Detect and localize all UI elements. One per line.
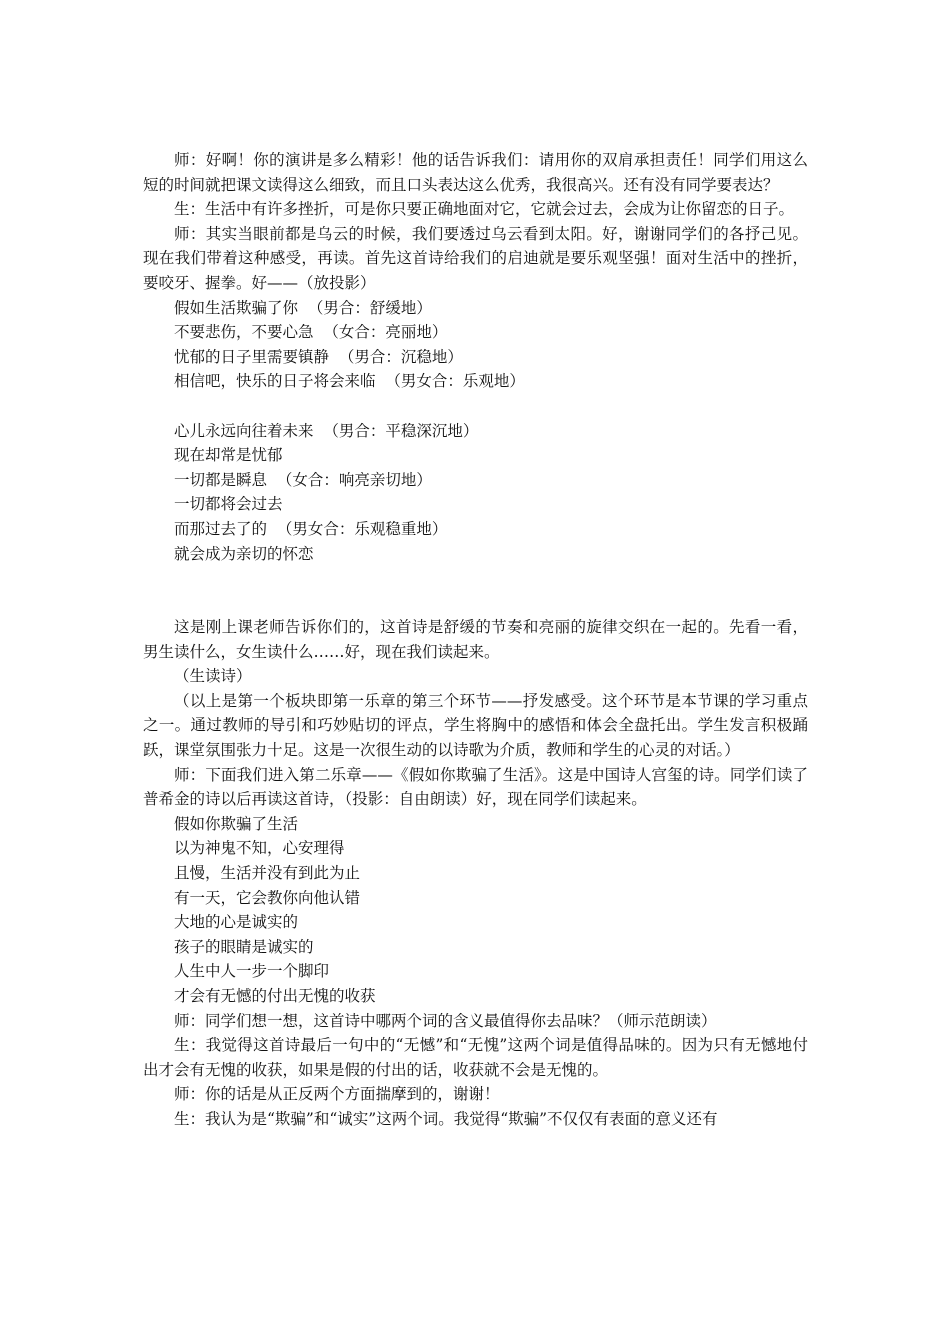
poem-line: 不要悲伤，不要心急 （女合：亮丽地） [174,323,448,342]
paragraph-teacher-intro: 师：其实当眼前都是乌云的时候，我们要透过乌云看到太阳。好，谢谢同学们的各抒己见。现在我们带着这种感受，再读。首先这首诗给我们的启迪就是要乐观坚强！面对生活中的挫折，要咬牙、握拳。好——（放投影） [143,224,808,292]
poem-stanza-1 [143,296,808,394]
poem-line: 心儿永远向往着未来 （男合：平稳深沉地） [174,421,479,440]
paragraph-students-read: （生读诗） [174,667,252,686]
poem-2 [143,812,808,1009]
document-page [143,0,808,1132]
paragraph-reading-guide: 这是刚上课老师告诉你们的，这首诗是舒缓的节奏和亮丽的旋律交织在一起的。先看一看，男生读什么，女生读什么……好，现在我们读起来。 [143,618,808,661]
poem-line: 相信吧，快乐的日子将会来临 （男女合：乐观地） [174,372,525,391]
poem-line: 有一天，它会教你向他认错 [174,888,361,907]
paragraph-student-qipian: 生：我认为是“欺骗”和“诚实”这两个词。我觉得“欺骗”不仅仅有表面的意义还有 [174,1109,718,1128]
poem-line: 人生中人一步一个脚印 [174,962,330,981]
poem-line: 假如生活欺骗了你 （男合：舒缓地） [174,298,432,317]
poem-line: 且慢，生活并没有到此为止 [174,864,361,883]
paragraph-teacher-praise: 师：好啊！你的演讲是多么精彩！他的话告诉我们：请用你的双肩承担责任！同学们用这么短的时间就把课文读得这么细致，而且口头表达这么优秀，我很高兴。还有没有同学要表达？ [143,151,808,194]
paragraph-student-wuhan: 生：我觉得这首诗最后一句中的“无憾”和“无愧”这两个词是值得品味的。因为只有无憾地付出才会有无愧的收获，如果是假的付出的话，收获就不会是无愧的。 [143,1036,808,1079]
paragraph-teacher-question: 师：同学们想一想，这首诗中哪两个词的含义最值得你去品味？（师示范朗读） [174,1011,717,1030]
paragraph-commentary: （以上是第一个板块即第一乐章的第三个环节——抒发感受。这个环节是本节课的学习重点之一。通过教师的导引和巧妙贴切的评点，学生将胸中的感悟和体会全盘托出。学生发言积极踊跃，课堂氛围张力十足。这是一次很生动的以诗歌为介质，教师和学生的心灵的对话。） [143,691,808,760]
poem-line: 就会成为亲切的怀恋 [174,544,314,563]
poem-line: 假如你欺骗了生活 [174,814,299,833]
poem-line: 才会有无憾的付出无愧的收获 [174,987,376,1005]
poem-stanza-2 [143,419,808,567]
poem-line: 大地的心是诚实的 [174,913,299,932]
poem-line: 现在却常是忧郁 [174,446,283,465]
poem-line: 而那过去了的 （男女合：乐观稳重地） [174,519,448,538]
paragraph-teacher-thanks: 师：你的话是从正反两个方面揣摩到的，谢谢！ [174,1085,500,1104]
paragraph-second-movement: 师：下面我们进入第二乐章——《假如你欺骗了生活》。这是中国诗人宫玺的诗。同学们读了普希金的诗以后再读这首诗，（投影：自由朗读）好，现在同学们读起来。 [143,765,808,809]
paragraph-student-answer: 生：生活中有许多挫折，可是你只要正确地面对它，它就会过去，会成为让你留恋的日子。 [174,200,795,219]
poem-line: 以为神鬼不知，心安理得 [174,839,345,858]
poem-line: 孩子的眼睛是诚实的 [174,937,314,956]
poem-line: 一切都将会过去 [174,495,283,514]
poem-line: 忧郁的日子里需要镇静 （男合：沉稳地） [174,347,463,366]
poem-line: 一切都是瞬息 （女合：响亮亲切地） [174,470,432,489]
